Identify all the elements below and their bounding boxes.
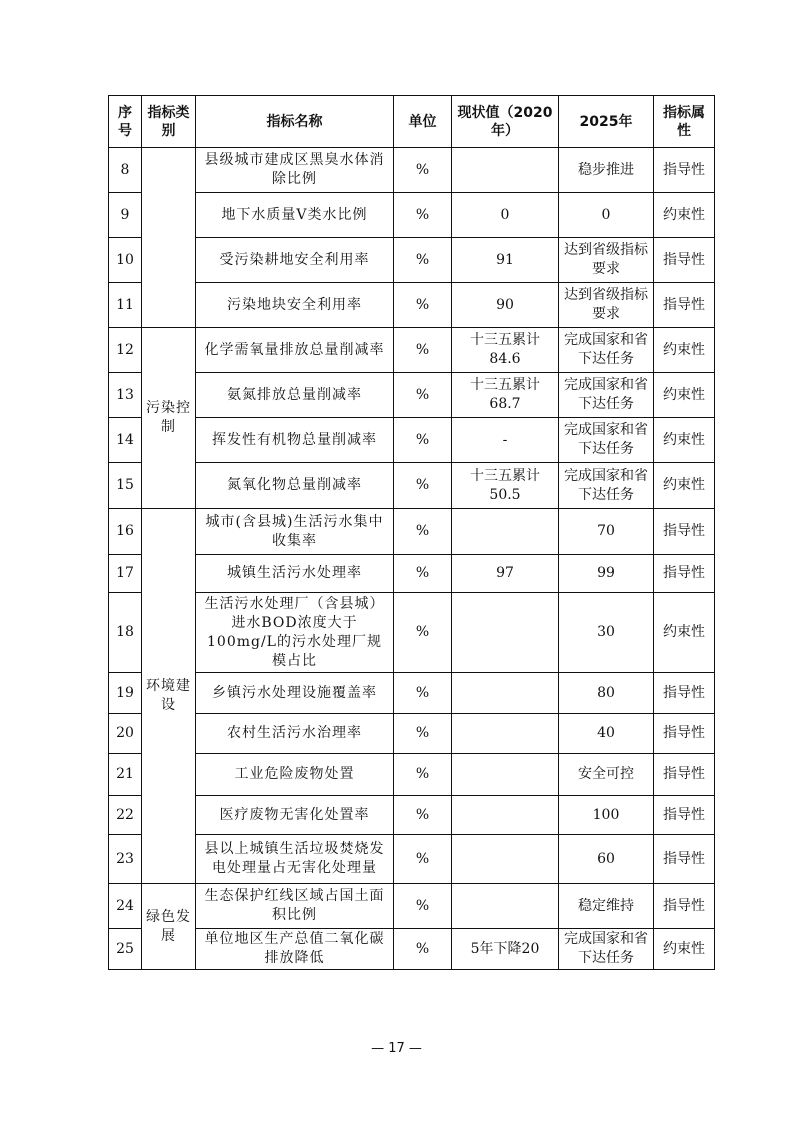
row-current: 0 [452,193,559,238]
row-name: 县以上城镇生活垃圾焚烧发电处理量占无害化处理量 [196,835,394,884]
row-seq: 24 [109,884,142,929]
row-current [452,593,559,673]
row-name: 生活污水处理厂（含县城）进水BOD浓度大于100mg/L的污水处理厂规模占比 [196,593,394,673]
header-target: 2025年 [559,96,654,148]
table-row [109,714,715,754]
row-target: 安全可控 [559,754,654,796]
row-unit: % [394,509,452,555]
page-number: — 17 — [371,1041,422,1056]
row-unit: % [394,373,452,418]
row-current: 97 [452,555,559,593]
row-current: 十三五累计68.7 [452,373,559,418]
table-row [109,593,715,673]
row-seq: 22 [109,796,142,835]
row-unit: % [394,148,452,193]
row-seq: 25 [109,929,142,970]
row-name: 城市(含县城)生活污水集中收集率 [196,509,394,555]
category-cell [142,148,196,328]
row-target: 100 [559,796,654,835]
row-target: 达到省级指标要求 [559,283,654,328]
row-attr: 指导性 [654,283,715,328]
row-attr: 指导性 [654,509,715,555]
table-row [109,463,715,509]
row-unit: % [394,463,452,509]
table-row [109,835,715,884]
row-attr: 指导性 [654,238,715,283]
row-name: 县级城市建成区黑臭水体消除比例 [196,148,394,193]
row-seq: 23 [109,835,142,884]
row-unit: % [394,884,452,929]
category-environment: 环境建设 [142,509,196,884]
indicator-table [108,95,715,970]
table-row [109,929,715,970]
table-row [109,796,715,835]
table-row [109,884,715,929]
row-current [452,148,559,193]
row-target: 99 [559,555,654,593]
row-seq: 11 [109,283,142,328]
row-current: 90 [452,283,559,328]
row-current: 91 [452,238,559,283]
row-attr: 约束性 [654,328,715,373]
row-target: 稳步推进 [559,148,654,193]
table-row [109,373,715,418]
row-seq: 12 [109,328,142,373]
row-unit: % [394,929,452,970]
row-attr: 约束性 [654,593,715,673]
row-target: 达到省级指标要求 [559,238,654,283]
row-current [452,673,559,714]
row-current [452,714,559,754]
row-seq: 20 [109,714,142,754]
row-attr: 约束性 [654,373,715,418]
row-name: 氮氧化物总量削减率 [196,463,394,509]
row-attr: 指导性 [654,714,715,754]
row-target: 完成国家和省下达任务 [559,463,654,509]
table-row [109,148,715,193]
row-name: 污染地块安全利用率 [196,283,394,328]
row-current [452,884,559,929]
row-target: 70 [559,509,654,555]
row-seq: 16 [109,509,142,555]
row-unit: % [394,754,452,796]
row-target: 完成国家和省下达任务 [559,373,654,418]
row-name: 挥发性有机物总量削减率 [196,418,394,463]
table-row [109,193,715,238]
row-current [452,796,559,835]
category-green: 绿色发展 [142,884,196,970]
row-attr: 约束性 [654,463,715,509]
row-current: 十三五累计84.6 [452,328,559,373]
row-unit: % [394,418,452,463]
header-row [109,96,715,148]
table-row [109,328,715,373]
row-attr: 指导性 [654,673,715,714]
table-row [109,418,715,463]
category-pollution: 污染控制 [142,328,196,509]
table-body [109,96,715,970]
row-seq: 21 [109,754,142,796]
row-seq: 18 [109,593,142,673]
row-current [452,509,559,555]
row-attr: 指导性 [654,754,715,796]
row-name: 生态保护红线区域占国土面积比例 [196,884,394,929]
header-current: 现状值（2020年） [452,96,559,148]
row-attr: 指导性 [654,796,715,835]
row-seq: 8 [109,148,142,193]
row-name: 单位地区生产总值二氧化碳排放降低 [196,929,394,970]
row-target: 60 [559,835,654,884]
row-target: 完成国家和省下达任务 [559,418,654,463]
row-current: - [452,418,559,463]
row-name: 农村生活污水治理率 [196,714,394,754]
row-current: 十三五累计50.5 [452,463,559,509]
row-target: 40 [559,714,654,754]
row-target: 30 [559,593,654,673]
row-target: 80 [559,673,654,714]
row-name: 化学需氧量排放总量削减率 [196,328,394,373]
row-attr: 约束性 [654,418,715,463]
table-row [109,283,715,328]
row-unit: % [394,714,452,754]
row-target: 0 [559,193,654,238]
row-unit: % [394,796,452,835]
row-attr: 指导性 [654,148,715,193]
row-attr: 指导性 [654,835,715,884]
header-category: 指标类别 [142,96,196,148]
row-name: 受污染耕地安全利用率 [196,238,394,283]
header-attr: 指标属性 [654,96,715,148]
row-unit: % [394,193,452,238]
row-seq: 19 [109,673,142,714]
header-unit: 单位 [394,96,452,148]
row-name: 医疗废物无害化处置率 [196,796,394,835]
row-attr: 指导性 [654,555,715,593]
row-name: 地下水质量Ⅴ类水比例 [196,193,394,238]
row-name: 乡镇污水处理设施覆盖率 [196,673,394,714]
row-seq: 9 [109,193,142,238]
row-seq: 13 [109,373,142,418]
row-seq: 15 [109,463,142,509]
row-attr: 指导性 [654,884,715,929]
row-unit: % [394,593,452,673]
table-row [109,673,715,714]
row-target: 完成国家和省下达任务 [559,328,654,373]
row-name: 工业危险废物处置 [196,754,394,796]
row-target: 稳定维持 [559,884,654,929]
table-row [109,754,715,796]
row-target: 完成国家和省下达任务 [559,929,654,970]
row-unit: % [394,555,452,593]
row-unit: % [394,328,452,373]
table-row [109,555,715,593]
row-unit: % [394,835,452,884]
row-attr: 约束性 [654,193,715,238]
header-name: 指标名称 [196,96,394,148]
row-name: 城镇生活污水处理率 [196,555,394,593]
table-row [109,238,715,283]
row-unit: % [394,283,452,328]
row-current [452,754,559,796]
row-unit: % [394,673,452,714]
row-attr: 约束性 [654,929,715,970]
row-unit: % [394,238,452,283]
row-seq: 10 [109,238,142,283]
row-current [452,835,559,884]
row-seq: 14 [109,418,142,463]
table-row [109,509,715,555]
row-seq: 17 [109,555,142,593]
header-seq: 序号 [109,96,142,148]
row-name: 氨氮排放总量削减率 [196,373,394,418]
row-current: 5年下降20 [452,929,559,970]
